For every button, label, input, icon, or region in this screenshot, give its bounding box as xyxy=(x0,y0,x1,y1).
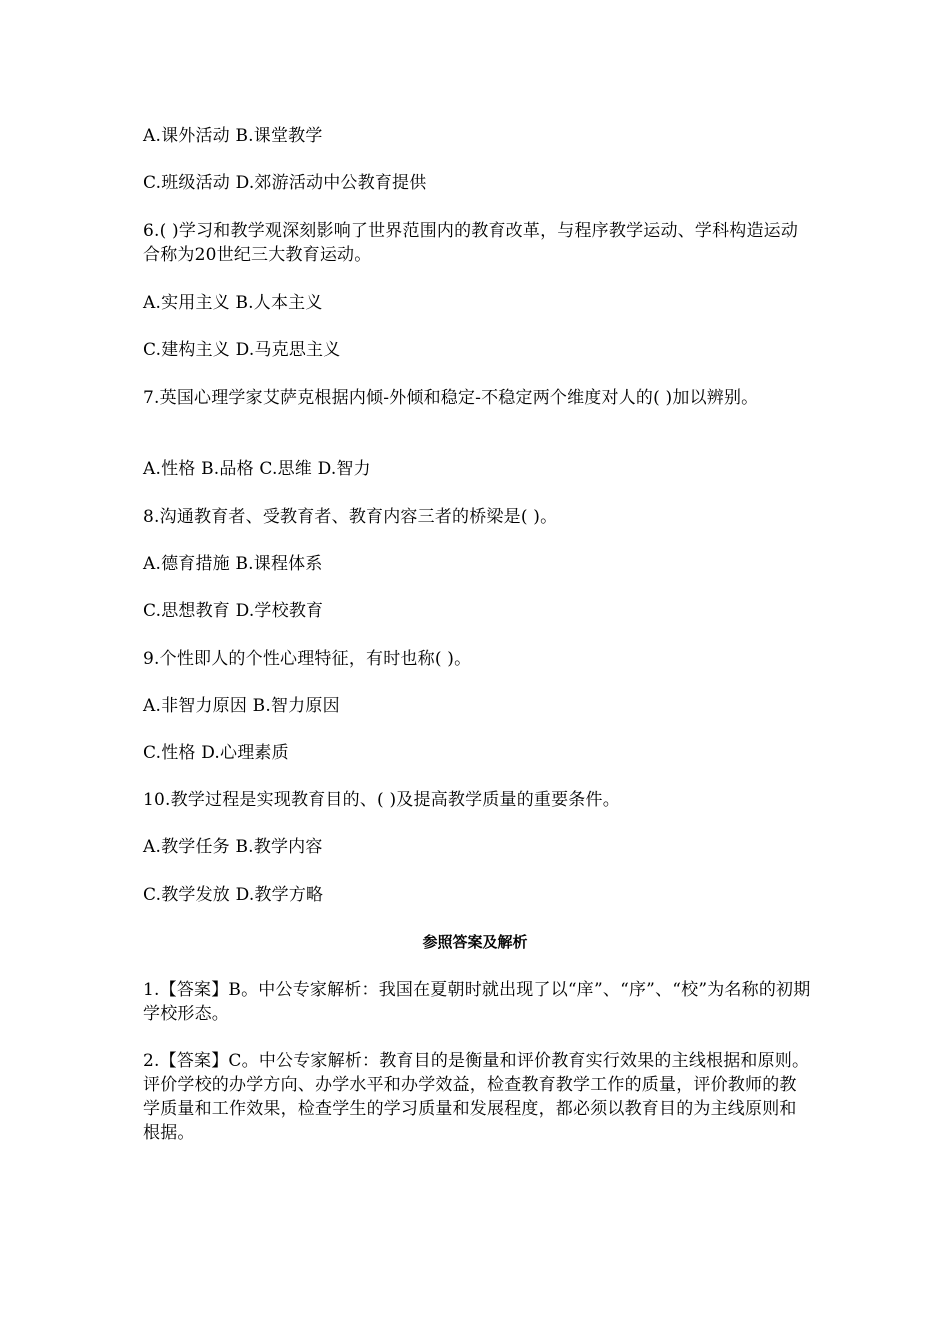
option-line: C.性格 D.心理素质 xyxy=(143,743,289,763)
answers-heading: 参照答案及解析 xyxy=(422,933,528,951)
question-6: 6.( )学习和教学观深刻影响了世界范围内的教育改革，与程序教学运动、学科构造运动合称为20世纪三大教育运动。 xyxy=(143,221,799,265)
option-line: A.实用主义 B.人本主义 xyxy=(143,293,323,313)
answer-2: 2.【答案】C。中公专家解析：教育目的是衡量和评价教育实行效果的主线根据和原则。评价学校的办学方向、办学水平和办学效益，检查教育教学工作的质量，评价教师的教学质量和工作效果，检查学生的学习质量和发展程度，都必须以教育目的为主线原则和根据。 xyxy=(143,1051,810,1143)
option-line: C.思想教育 D.学校教育 xyxy=(143,601,324,621)
option-line: A.性格 B.品格 C.思维 D.智力 xyxy=(143,459,371,479)
option-line: C.教学发放 D.教学方略 xyxy=(143,885,324,905)
option-line: A.教学任务 B.教学内容 xyxy=(143,837,323,857)
answer-1: 1.【答案】B。中公专家解析：我国在夏朝时就出现了以“庠”、“序”、“校”为名称的初期学校形态。 xyxy=(143,980,811,1024)
question-9: 9.个性即人的个性心理特征，有时也称( )。 xyxy=(143,649,472,669)
option-line: A.非智力原因 B.智力原因 xyxy=(143,696,340,716)
option-line: A.德育措施 B.课程体系 xyxy=(143,554,323,574)
option-line: A.课外活动 B.课堂教学 xyxy=(143,126,323,146)
question-7: 7.英国心理学家艾萨克根据内倾-外倾和稳定-不稳定两个维度对人的( )加以辨别。 xyxy=(143,388,759,408)
question-8: 8.沟通教育者、受教育者、教育内容三者的桥梁是( )。 xyxy=(143,507,558,527)
question-10: 10.教学过程是实现教育目的、( )及提高教学质量的重要条件。 xyxy=(143,790,620,810)
option-line: C.建构主义 D.马克思主义 xyxy=(143,340,341,360)
option-line: C.班级活动 D.郊游活动中公教育提供 xyxy=(143,173,427,193)
